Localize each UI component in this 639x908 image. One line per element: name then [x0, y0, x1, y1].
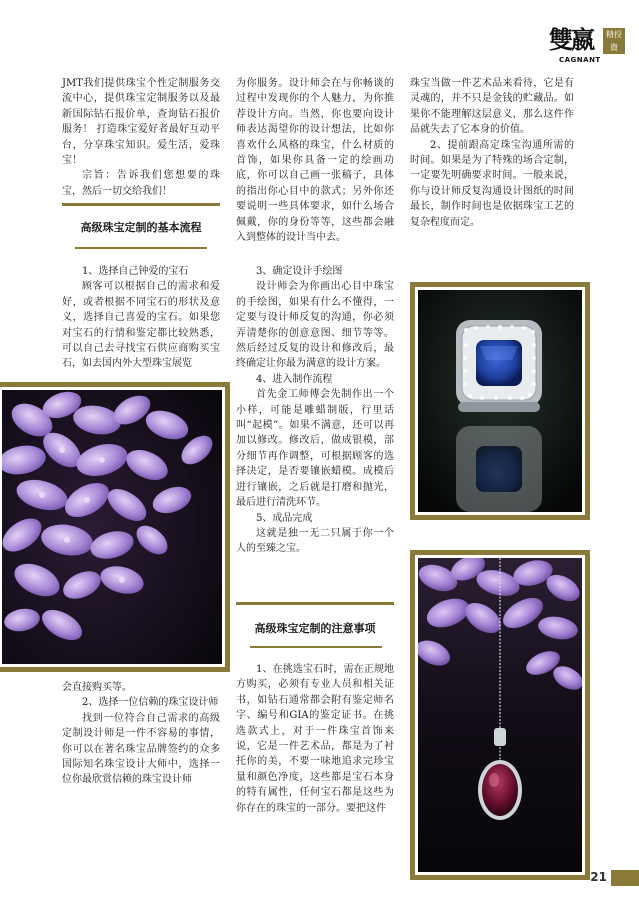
paragraph: 顾客可以根据自己的需求和爱好，或者根据不同宝石的形状及意义，选择自己喜爱的宝石。如果您对宝石的行情和鉴定都比较熟悉，可以自己去寻找宝石供应商购买宝石，如去国内外大型珠宝展览 [62, 281, 220, 370]
pendant-photo-frame [410, 550, 590, 880]
step-heading: 2、选择一位信赖的珠宝设计师 [82, 697, 219, 709]
paragraph: 会直接购买等。 [62, 682, 132, 693]
paragraph: 宗旨：告诉我们您想要的珠宝，然后一切交给我们！ [62, 170, 220, 197]
logo-chinese-text: 雙嬴 [549, 25, 593, 54]
section-1-rule-bottom [75, 247, 207, 249]
flowers-photo-frame [0, 382, 230, 672]
ring-photo-frame [410, 282, 590, 520]
step-heading: 1、选择自己钟爱的宝石 [82, 266, 189, 277]
column-2-top [236, 76, 394, 245]
section-2-rule-bottom [250, 646, 382, 648]
section-2-rule-top [236, 602, 394, 605]
step-heading: 3、确定设计手绘图 [256, 266, 343, 277]
paragraph: 首先金工师傅会先制作出一个小样，可能是雕蜡制版，行里话叫“起模”。如果不满意，还可以再加以修改。修改后，做成银模，部分细节再作调整，可根据顾客的选择决定，是否要镶嵌蜡模。成模后进行镶嵌，之后就是打磨和抛光，最后进行清洗环节。 [236, 389, 394, 509]
column-2-bottom [236, 662, 394, 816]
column-1-bottom [62, 680, 220, 788]
page-number: 21 [590, 870, 607, 884]
section-2-title: 高级珠宝定制的注意事项 [254, 622, 376, 635]
page-tab-marker [611, 870, 639, 886]
sapphire-ring-photo [418, 290, 582, 512]
paragraph: 设计师会为你画出心目中珠宝的手绘图，如果有什么不懂得，一定要与设计师反复的沟通，你必须弄清楚你的创意意图、细节等等。然后经过反复的设计和修改后，最终确定让你最为满意的设计方案。 [236, 281, 394, 370]
paragraph: 为你服务。设计师会在与你畅谈的过程中发现你的个人魅力，为你推荐设计方向。当然，你也要向设计师表达渴望你的设计想法，比如你喜欢什么风格的珠宝，什么材质的首饰，如果你具备一定的绘画功底，你可以自己画一张稿子，具体的指出你心目中的款式；另外你还要说明一些具体要求，如什么场合佩戴，你的身份等等，这些都会融入到整体的设计当中去。 [236, 78, 394, 244]
column-3-top [410, 76, 574, 230]
step-heading: 4、进入制作流程 [256, 373, 333, 385]
paragraph: 找到一位符合自己需求的高级定制设计师是一件不容易的事情，你可以在著名珠宝品牌签约的众多国际知名珠宝设计大师中，选择一位你最欣赏信赖的珠宝设计师 [62, 712, 220, 786]
lilac-flowers-photo [2, 390, 222, 664]
section-1-rule-top [62, 203, 220, 206]
section-1-title: 高级珠宝定制的基本流程 [80, 221, 202, 234]
column-2-mid [236, 264, 394, 557]
magazine-logo [549, 26, 629, 66]
paragraph: JMT我们提供珠宝个性定制服务交流中心，提供珠宝定制服务以及最新国际钻石报价单，查询钻石报价服务！ 打造珠宝爱好者最好互动平台，分享珠宝知识。爱生活，爱珠宝！ [62, 78, 220, 167]
paragraph: 这就是独一无二只属于你一个人的至臻之宝。 [236, 527, 394, 555]
column-1-top [62, 76, 220, 199]
paragraph: 1、在挑选宝石时，需在正规地方购买，必须有专业人员和相关证书，如钻石通常都会附有鉴定师名字、编号和GIA的鉴定证书。在挑选款式上，对于一件珠宝首饰来说，它是一件艺术品，都是为了衬托你的美，不要一味地追求完珍宝量和颜色净度，这些都是宝石本身的特有属性，任何宝石都是这些为你存在的珠宝的一部分。要把这件 [236, 664, 394, 814]
logo-english-text: CAGNANT [559, 56, 601, 64]
paragraph: 珠宝当做一件艺术品来看待，它是有灵魂的，并不只是金钱的贮藏品。如果你不能理解这层意义，那么这件作品就失去了它本身的价值。 [410, 78, 574, 136]
ruby-pendant-photo [418, 558, 582, 872]
logo-badge: 精投資 [603, 28, 625, 54]
paragraph: 2、提前跟高定珠宝沟通所需的时间。如果是为了特殊的场合定制，一定要先明确要求时间。一般来说，你与设计师反复沟通设计图纸的时间最长，制作时间也是依据珠宝工艺的复杂程度而定。 [410, 139, 574, 228]
step-heading: 5、成品完成 [256, 512, 313, 524]
column-1-mid [62, 264, 220, 372]
